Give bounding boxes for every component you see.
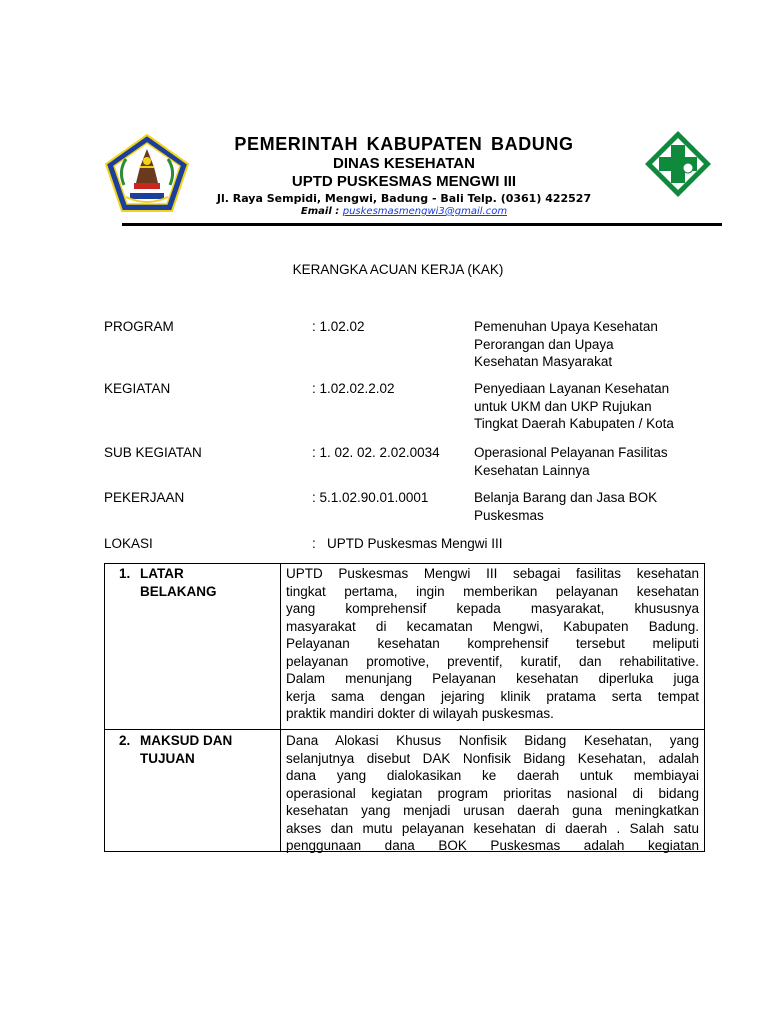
section-number: 1. bbox=[119, 566, 131, 581]
document-title: KERANGKA ACUAN KERJA (KAK) bbox=[292, 262, 504, 277]
section-title-latar-belakang: LATAR BELAKANG bbox=[140, 566, 217, 599]
field-label-kegiatan: KEGIATAN bbox=[104, 381, 171, 396]
header-address: Jl. Raya Sempidi, Mengwi, Badung - Bali Telp. (0361) 422527 bbox=[216, 192, 592, 205]
field-code-sub-kegiatan: : 1. 02. 02. 2.02.0034 bbox=[312, 445, 440, 460]
email-link[interactable]: puskesmasmengwi3@gmail.com bbox=[342, 206, 508, 217]
field-label-lokasi: LOKASI bbox=[104, 536, 153, 551]
header-divider bbox=[122, 223, 722, 226]
section-body-maksud-tujuan: Dana Alokasi Khusus Nonfisik Bidang Kesehatan, yang selanjutnya disebut DAK Nonfisik Bidang Kesehatan, adalah dana yang dialokasikan ke daerah untuk membiayai operasional kegiatan program prioritas nasional di bidang kesehatan yang menjadi urusan daerah guna meningkatkan akses dan mutu pelayanan kesehatan di daerah . Salah satu penggunaan dana BOK Puskesmas adalah kegiatan bbox=[286, 733, 699, 853]
field-label-program: PROGRAM bbox=[104, 319, 174, 334]
field-label-pekerjaan: PEKERJAAN bbox=[104, 490, 185, 505]
field-code-kegiatan: : 1.02.02.2.02 bbox=[312, 381, 395, 396]
field-desc-kegiatan: Penyediaan Layanan Kesehatan untuk UKM dan UKP Rujukan Tingkat Daerah Kabupaten / Kota bbox=[474, 381, 674, 431]
field-value-lokasi: : UPTD Puskesmas Mengwi III bbox=[312, 536, 503, 551]
section-body-latar-belakang: UPTD Puskesmas Mengwi III sebagai fasilitas kesehatan tingkat pertama, ingin memberikan pelayanan kesehatan yang komprehensif kepada masyarakat, khususnya masyarakat di kecamatan Mengwi, Kabupaten Badung. Pelayanan kesehatan komprehensif tersebut meliputi pelayanan promotive, preventif, kuratif, dan rehabilitative. Dalam menunjang Pelayanan kesehatan diperluka juga kerja sama dengan jejaring klinik pratama serta tempat praktik mandiri dokter di wilayah puskesmas. bbox=[286, 566, 699, 721]
table-column-divider bbox=[280, 564, 281, 851]
field-code-program: : 1.02.02 bbox=[312, 319, 365, 334]
email-label: Email : bbox=[300, 206, 343, 217]
field-desc-program: Pemenuhan Upaya Kesehatan Perorangan dan Upaya Kesehatan Masyarakat bbox=[474, 319, 658, 369]
table-row-divider bbox=[105, 729, 704, 730]
field-desc-pekerjaan: Belanja Barang dan Jasa BOK Puskesmas bbox=[474, 490, 658, 523]
field-label-sub-kegiatan: SUB KEGIATAN bbox=[104, 445, 202, 460]
content-table bbox=[104, 563, 705, 852]
field-desc-sub-kegiatan: Operasional Pelayanan Fasilitas Kesehatan Lainnya bbox=[474, 445, 668, 478]
header-government-title: PEMERINTAH KABUPATEN BADUNG bbox=[234, 134, 574, 154]
section-number: 2. bbox=[119, 733, 131, 748]
header-email-line bbox=[0, 206, 768, 217]
section-title-maksud-tujuan: MAKSUD DAN TUJUAN bbox=[140, 733, 233, 766]
header-department-title: DINAS KESEHATAN bbox=[333, 155, 475, 172]
field-code-pekerjaan: : 5.1.02.90.01.0001 bbox=[312, 490, 429, 505]
header-unit-title: UPTD PUSKESMAS MENGWI III bbox=[291, 173, 517, 190]
